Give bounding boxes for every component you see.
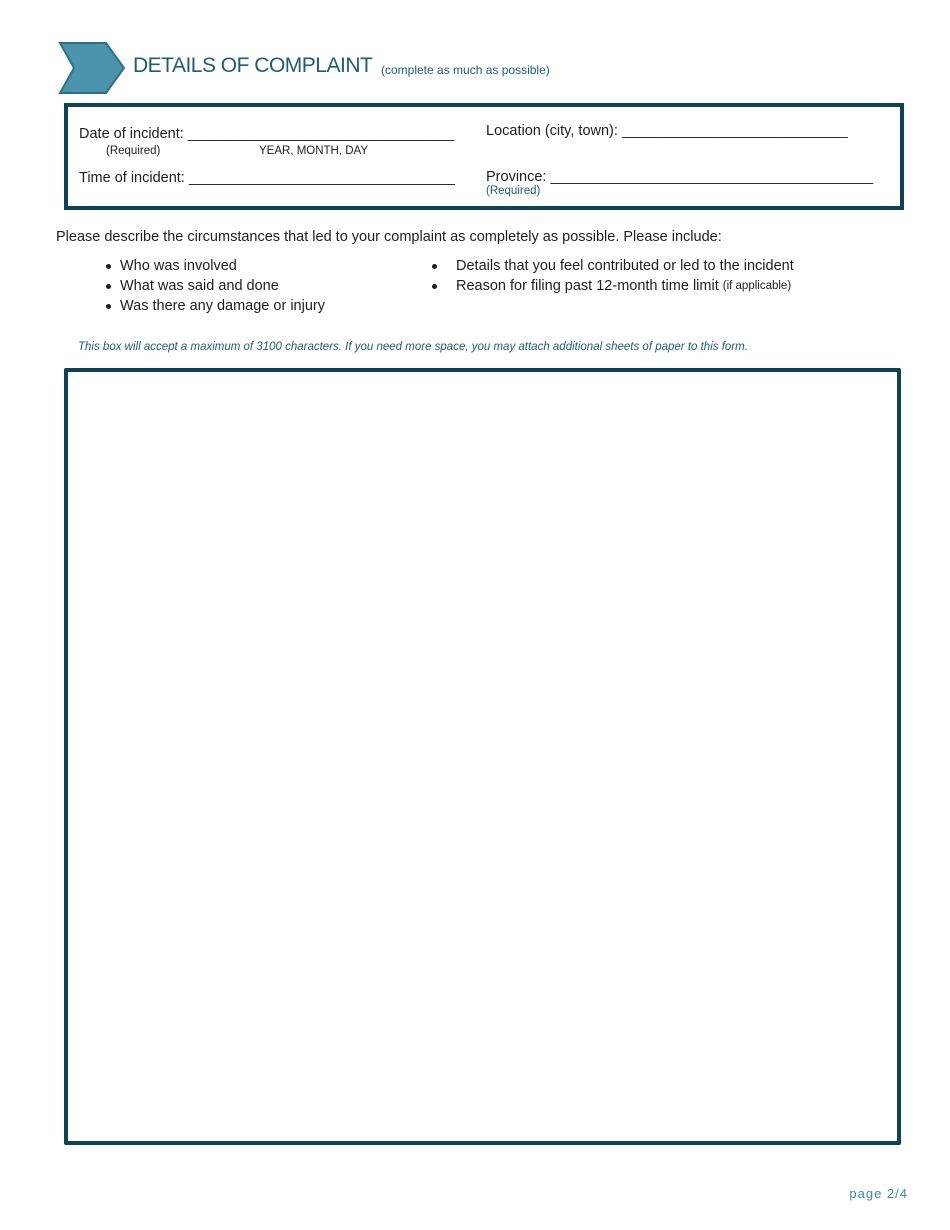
page-number: page 2/4 [849, 1186, 908, 1201]
date-format-hint: YEAR, MONTH, DAY [259, 145, 369, 157]
time-of-incident-field[interactable]: Time of incident: _________________________________ [79, 170, 455, 186]
province-required-hint: (Required) [486, 185, 541, 197]
list-item: Details that you feel contributed or led to the incident [432, 258, 794, 274]
list-item: Reason for filing past 12-month time limit (if applicable) [432, 278, 794, 294]
list-item: What was said and done [106, 278, 325, 294]
date-required-hint: (Required) [106, 145, 161, 157]
section-title: DETAILS OF COMPLAINT [133, 54, 373, 77]
chevron-arrow-icon [58, 42, 126, 94]
bullet-icon [432, 284, 437, 289]
if-applicable-note: (if applicable) [722, 280, 792, 292]
location-field[interactable]: Location (city, town): ____________________________ [486, 123, 848, 139]
bullet-icon [106, 304, 111, 309]
character-limit-note: This box will accept a maximum of 3100 characters. If you need more space, you may attach additional sheets of paper to this form. [78, 341, 748, 353]
section-subtitle: (complete as much as possible) [381, 63, 550, 77]
instructions-text: Please describe the circumstances that led to your complaint as completely as possible. Please include: [56, 229, 722, 245]
left-bullet-list [106, 258, 325, 314]
list-item: Was there any damage or injury [106, 298, 325, 314]
province-field[interactable]: Province: ________________________________________ [486, 169, 874, 185]
complaint-description-textarea[interactable] [64, 368, 901, 1145]
date-of-incident-field[interactable]: Date of incident: _________________________________ [79, 126, 454, 142]
right-bullet-list [432, 258, 794, 294]
incident-info-box [64, 103, 904, 210]
bullet-icon [432, 264, 437, 269]
bullet-icon [106, 264, 111, 269]
list-item: Who was involved [106, 258, 325, 274]
bullet-icon [106, 284, 111, 289]
